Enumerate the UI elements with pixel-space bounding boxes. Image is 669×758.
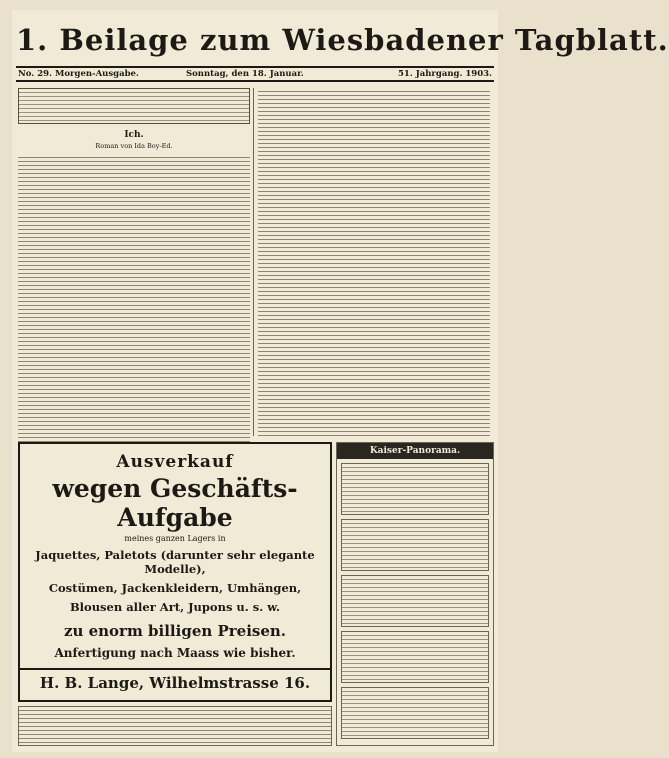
right-advertisements (336, 442, 494, 746)
small-advertisement (341, 519, 489, 571)
dateline (16, 66, 494, 82)
issue-date: Sonntag, den 18. Januar. (186, 69, 304, 79)
article-heading: Ich. (124, 130, 144, 140)
ad-items: Costümen, Jackenkleidern, Umhängen, (48, 581, 302, 595)
masthead-title: 1. Beilage zum Wiesbadener Tagblatt. (16, 23, 669, 57)
issue-number: No. 29. Morgen-Ausgabe. (18, 69, 139, 79)
newspaper-page (12, 10, 669, 752)
ad-order-line: Anfertigung nach Maass wie bisher. (54, 646, 296, 660)
small-advertisement (341, 631, 489, 683)
column-divider (253, 88, 254, 436)
small-advertisement (341, 687, 489, 739)
ad-items: Jaquettes, Paletots (darunter sehr elegante Modelle), (35, 548, 315, 576)
panorama-heading: Kaiser-Panorama. (337, 443, 493, 459)
left-column (18, 88, 250, 436)
ad-items: Blousen aller Art, Jupons u. s. w. (69, 600, 281, 614)
article-text-block (18, 154, 250, 444)
bottom-advertisement (18, 706, 332, 746)
small-advertisement (341, 575, 489, 627)
advertisement-ausverkauf (18, 442, 332, 702)
right-column (258, 88, 490, 436)
article-byline: Roman von Ida Boy-Ed. (95, 142, 173, 150)
ad-intro: meines ganzen Lagers in (124, 534, 226, 543)
article-text-block (258, 88, 490, 436)
ad-title: Ausverkauf (116, 452, 234, 472)
ad-company: H. B. Lange, Wilhelmstrasse 16. (20, 668, 330, 692)
boxed-notice (18, 88, 250, 124)
advertisement-text-block (19, 707, 331, 745)
ad-headline: wegen Geschäfts-Aufgabe (52, 474, 298, 532)
small-advertisement (341, 463, 489, 515)
ad-price-line: zu enorm billigen Preisen. (63, 622, 287, 640)
issue-year: 51. Jahrgang. 1903. (397, 69, 492, 79)
